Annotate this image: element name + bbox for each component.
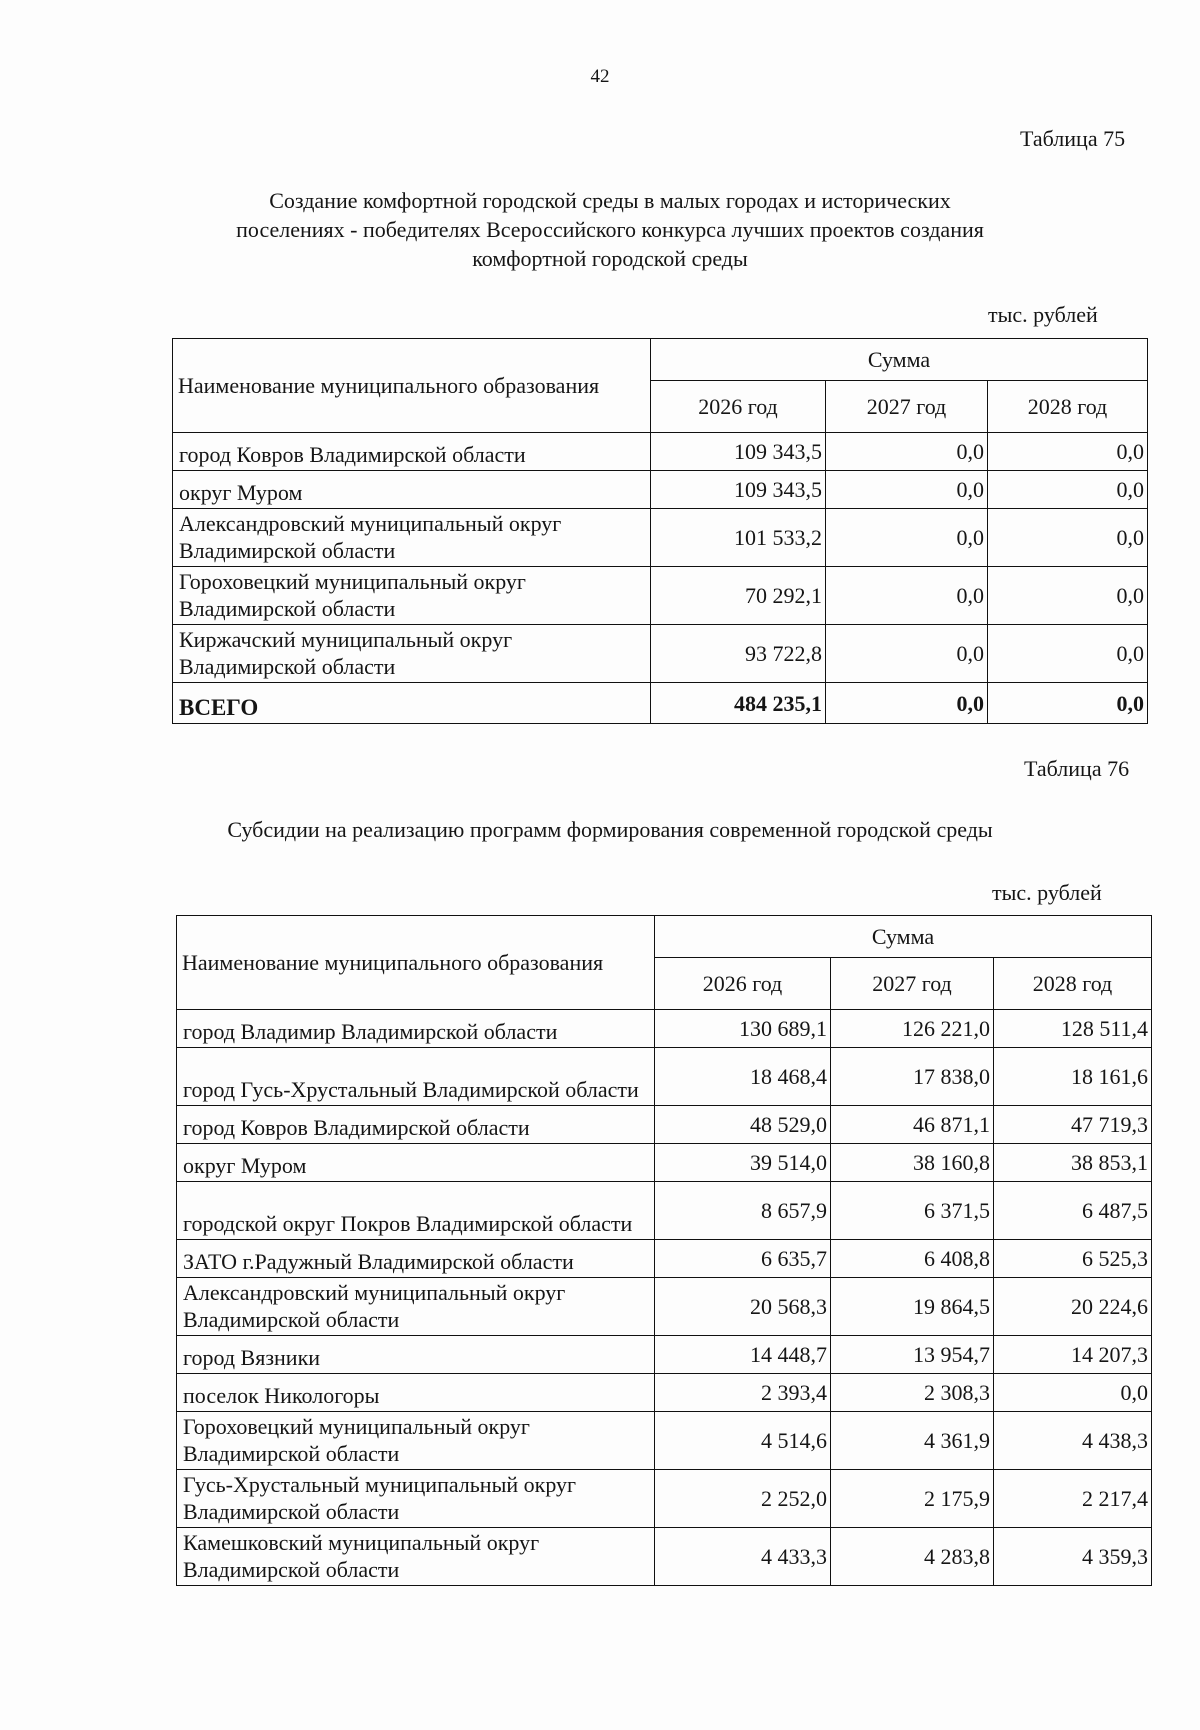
value-2028: 0,0 bbox=[988, 509, 1148, 567]
column-header-sum: Сумма bbox=[651, 339, 1148, 381]
value-2027: 17 838,0 bbox=[831, 1048, 994, 1106]
value-2026: 4 433,3 bbox=[655, 1528, 831, 1586]
municipality-name: Гусь-Хрустальный муниципальный округ Владимирской области bbox=[177, 1470, 655, 1528]
value-2026: 18 468,4 bbox=[655, 1048, 831, 1106]
table-75-caption: Таблица 75 bbox=[1020, 126, 1126, 151]
value-2026: 109 343,5 bbox=[651, 433, 826, 471]
total-2028: 0,0 bbox=[988, 683, 1148, 724]
value-2026: 8 657,9 bbox=[655, 1182, 831, 1240]
value-2027: 0,0 bbox=[826, 567, 988, 625]
table-76-units: тыс. рублей bbox=[992, 880, 1102, 905]
value-2026: 4 514,6 bbox=[655, 1412, 831, 1470]
column-header-year: 2028 год bbox=[988, 381, 1148, 433]
value-2027: 38 160,8 bbox=[831, 1144, 994, 1182]
total-row bbox=[173, 683, 1148, 724]
total-2027: 0,0 bbox=[826, 683, 988, 724]
municipality-name: округ Муром bbox=[177, 1144, 655, 1182]
table-75-units: тыс. рублей bbox=[988, 302, 1098, 327]
value-2028: 18 161,6 bbox=[994, 1048, 1152, 1106]
municipality-name: ЗАТО г.Радужный Владимирской области bbox=[177, 1240, 655, 1278]
value-2027: 0,0 bbox=[826, 509, 988, 567]
page-number: 42 bbox=[590, 66, 610, 87]
value-2028: 0,0 bbox=[988, 471, 1148, 509]
table-row bbox=[177, 1010, 1152, 1048]
table-row bbox=[177, 1106, 1152, 1144]
municipality-name: Киржачский муниципальный округ Владимирской области bbox=[173, 625, 651, 683]
value-2027: 2 175,9 bbox=[831, 1470, 994, 1528]
municipality-name: город Владимир Владимирской области bbox=[177, 1010, 655, 1048]
value-2028: 0,0 bbox=[988, 433, 1148, 471]
value-2027: 6 408,8 bbox=[831, 1240, 994, 1278]
total-2026: 484 235,1 bbox=[651, 683, 826, 724]
total-label: ВСЕГО bbox=[173, 683, 651, 724]
value-2027: 4 361,9 bbox=[831, 1412, 994, 1470]
municipality-name: город Вязники bbox=[177, 1336, 655, 1374]
table-row bbox=[173, 509, 1148, 567]
table-75 bbox=[172, 338, 1148, 724]
value-2028: 4 359,3 bbox=[994, 1528, 1152, 1586]
table-row bbox=[173, 433, 1148, 471]
value-2027: 19 864,5 bbox=[831, 1278, 994, 1336]
table-row bbox=[177, 1278, 1152, 1336]
value-2028: 14 207,3 bbox=[994, 1336, 1152, 1374]
value-2028: 47 719,3 bbox=[994, 1106, 1152, 1144]
value-2027: 126 221,0 bbox=[831, 1010, 994, 1048]
table-76-caption: Таблица 76 bbox=[1024, 756, 1130, 781]
value-2028: 128 511,4 bbox=[994, 1010, 1152, 1048]
value-2026: 101 533,2 bbox=[651, 509, 826, 567]
table-75-title bbox=[180, 186, 1040, 273]
value-2028: 0,0 bbox=[994, 1374, 1152, 1412]
table-row bbox=[177, 1470, 1152, 1528]
column-header-year: 2027 год bbox=[831, 958, 994, 1010]
value-2028: 20 224,6 bbox=[994, 1278, 1152, 1336]
value-2028: 4 438,3 bbox=[994, 1412, 1152, 1470]
municipality-name: город Ковров Владимирской области bbox=[177, 1106, 655, 1144]
value-2026: 2 393,4 bbox=[655, 1374, 831, 1412]
table-row bbox=[177, 1182, 1152, 1240]
value-2026: 130 689,1 bbox=[655, 1010, 831, 1048]
table-75-title-line: комфортной городской среды bbox=[472, 246, 748, 271]
table-row bbox=[173, 471, 1148, 509]
value-2027: 0,0 bbox=[826, 625, 988, 683]
table-76 bbox=[176, 915, 1152, 1586]
table-76-title: Субсидии на реализацию программ формирования современной городской среды bbox=[227, 817, 993, 842]
value-2026: 2 252,0 bbox=[655, 1470, 831, 1528]
value-2027: 13 954,7 bbox=[831, 1336, 994, 1374]
value-2028: 0,0 bbox=[988, 625, 1148, 683]
municipality-name: Александровский муниципальный округ Владимирской области bbox=[177, 1278, 655, 1336]
value-2026: 70 292,1 bbox=[651, 567, 826, 625]
table-row bbox=[173, 625, 1148, 683]
value-2026: 109 343,5 bbox=[651, 471, 826, 509]
table-75-title-line: поселениях - победителях Всероссийского конкурса лучших проектов создания bbox=[236, 217, 984, 242]
value-2028: 2 217,4 bbox=[994, 1470, 1152, 1528]
table-row bbox=[177, 1240, 1152, 1278]
value-2026: 20 568,3 bbox=[655, 1278, 831, 1336]
value-2026: 39 514,0 bbox=[655, 1144, 831, 1182]
column-header-year: 2028 год bbox=[994, 958, 1152, 1010]
table-row bbox=[177, 1336, 1152, 1374]
value-2028: 0,0 bbox=[988, 567, 1148, 625]
table-row bbox=[177, 1374, 1152, 1412]
value-2027: 0,0 bbox=[826, 433, 988, 471]
municipality-name: округ Муром bbox=[173, 471, 651, 509]
municipality-name: городской округ Покров Владимирской области bbox=[177, 1182, 655, 1240]
municipality-name: город Гусь-Хрустальный Владимирской области bbox=[177, 1048, 655, 1106]
municipality-name: город Ковров Владимирской области bbox=[173, 433, 651, 471]
value-2028: 38 853,1 bbox=[994, 1144, 1152, 1182]
table-row bbox=[173, 567, 1148, 625]
table-75-title-line: Создание комфортной городской среды в малых городах и исторических bbox=[269, 188, 951, 213]
table-row bbox=[177, 1144, 1152, 1182]
value-2027: 6 371,5 bbox=[831, 1182, 994, 1240]
table-row bbox=[177, 1412, 1152, 1470]
municipality-name: поселок Никологоры bbox=[177, 1374, 655, 1412]
value-2026: 48 529,0 bbox=[655, 1106, 831, 1144]
value-2028: 6 487,5 bbox=[994, 1182, 1152, 1240]
municipality-name: Гороховецкий муниципальный округ Владимирской области bbox=[173, 567, 651, 625]
value-2027: 46 871,1 bbox=[831, 1106, 994, 1144]
value-2026: 14 448,7 bbox=[655, 1336, 831, 1374]
column-header-name: Наименование муниципального образования bbox=[177, 916, 655, 1010]
column-header-year: 2026 год bbox=[655, 958, 831, 1010]
municipality-name: Александровский муниципальный округ Владимирской области bbox=[173, 509, 651, 567]
column-header-name: Наименование муниципального образования bbox=[173, 339, 651, 433]
value-2026: 6 635,7 bbox=[655, 1240, 831, 1278]
value-2027: 0,0 bbox=[826, 471, 988, 509]
value-2026: 93 722,8 bbox=[651, 625, 826, 683]
table-row bbox=[177, 1048, 1152, 1106]
value-2027: 4 283,8 bbox=[831, 1528, 994, 1586]
municipality-name: Камешковский муниципальный округ Владимирской области bbox=[177, 1528, 655, 1586]
column-header-year: 2026 год bbox=[651, 381, 826, 433]
municipality-name: Гороховецкий муниципальный округ Владимирской области bbox=[177, 1412, 655, 1470]
column-header-year: 2027 год bbox=[826, 381, 988, 433]
column-header-sum: Сумма bbox=[655, 916, 1152, 958]
table-row bbox=[177, 1528, 1152, 1586]
value-2028: 6 525,3 bbox=[994, 1240, 1152, 1278]
value-2027: 2 308,3 bbox=[831, 1374, 994, 1412]
